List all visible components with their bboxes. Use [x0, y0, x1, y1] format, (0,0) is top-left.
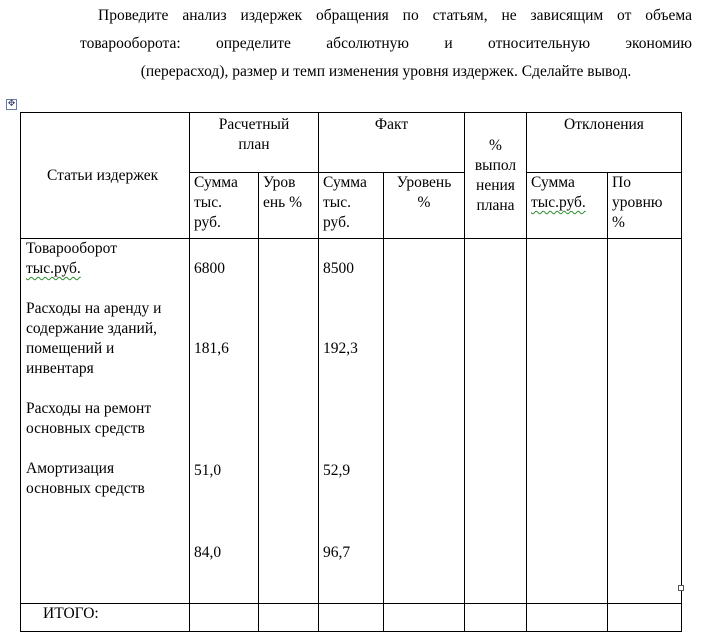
plan-sum-value: 51,0 — [194, 462, 222, 479]
fact-sum-value: 96,7 — [323, 544, 351, 561]
header-pct-line4: плана — [476, 196, 515, 214]
total-plan-percent — [465, 604, 527, 632]
header-fact-sum-line1: Сумма — [323, 174, 367, 191]
header-dev-level-line3: % — [612, 214, 625, 231]
row-name-line: основных средств — [26, 480, 145, 497]
header-pct-line2: выпол — [474, 156, 517, 174]
task-line-2: товарооборота: определите абсолютную и относительную экономию — [80, 35, 692, 52]
header-plan-sum-line3: руб. — [194, 214, 221, 231]
header-plan-sum — [190, 173, 259, 239]
total-label-cell — [21, 604, 190, 632]
table-resize-handle-icon[interactable] — [678, 585, 684, 591]
total-fact-sum — [319, 604, 384, 632]
dev-level-cell — [608, 239, 682, 604]
header-articles-text: Статьи издержек — [47, 166, 159, 184]
header-dev-sum-line1: Сумма — [531, 174, 575, 191]
plan-level-cell — [259, 239, 319, 604]
header-fact-text: Факт — [374, 116, 409, 133]
header-deviations — [527, 113, 682, 173]
header-fact-sum — [319, 173, 384, 239]
header-dev-sum — [527, 173, 608, 239]
header-fact-level-line1: Уровень — [396, 174, 452, 191]
row-name-line: помещений и — [26, 340, 115, 357]
header-plan-sum-line2: тыс. — [194, 194, 222, 211]
header-pct-line3: нения — [476, 176, 515, 194]
header-dev-level-line2: уровню — [612, 194, 663, 211]
total-dev-level — [608, 604, 682, 632]
total-fact-level — [384, 604, 465, 632]
total-plan-sum — [190, 604, 259, 632]
total-dev-sum — [527, 604, 608, 632]
plan-sum-value: 6800 — [194, 260, 225, 277]
row-name-line: Расходы на ремонт — [26, 400, 152, 417]
plan-percent-cell — [465, 239, 527, 604]
header-pct-line1: % — [489, 136, 502, 154]
fact-sum-value: 192,3 — [323, 340, 358, 357]
dev-sum-cell — [527, 239, 608, 604]
row-name-line: основных средств — [26, 420, 145, 437]
header-deviations-text: Отклонения — [564, 116, 644, 133]
header-fact-level-line2: % — [417, 194, 431, 211]
plan-sum-value: 84,0 — [194, 544, 222, 561]
table-row — [21, 239, 682, 604]
fact-sum-cell — [319, 239, 384, 604]
row-name-line: Товарооборот — [26, 240, 118, 257]
header-planned — [190, 113, 319, 173]
fact-sum-value: 52,9 — [323, 462, 351, 479]
header-plan-level — [259, 173, 319, 239]
table-move-handle-icon[interactable]: ✥ — [7, 99, 16, 109]
row-name-line: инвентаря — [26, 360, 94, 377]
header-dev-level — [608, 173, 682, 239]
header-fact-sum-line3: руб. — [323, 214, 350, 231]
header-dev-sum-line2: тыс.руб. — [531, 194, 586, 211]
fact-level-cell — [384, 239, 465, 604]
row-name-line: тыс.руб. — [26, 260, 81, 277]
header-fact-sum-line2: тыс. — [323, 194, 351, 211]
task-line-3: (перерасход), размер и темп изменения уровня издержек. Сделайте вывод. — [140, 63, 632, 80]
task-line-1: Проведите анализ издержек обращения по статьям, не зависящим от объема — [98, 7, 692, 24]
header-dev-level-line1: По — [612, 174, 631, 191]
header-plan-percent — [465, 113, 527, 239]
row-name-line: Амортизация — [26, 460, 115, 477]
header-row-1 — [21, 113, 682, 173]
fact-sum-value: 8500 — [323, 260, 354, 277]
header-fact — [319, 113, 465, 173]
articles-cell — [21, 239, 190, 604]
header-planned-line1: Расчетный — [218, 116, 290, 133]
task-text — [80, 2, 692, 86]
plan-sum-cell — [190, 239, 259, 604]
plan-sum-value: 181,6 — [194, 340, 229, 357]
header-plan-level-line2: ень % — [263, 194, 303, 211]
header-plan-sum-line1: Сумма — [194, 174, 238, 191]
header-articles — [21, 113, 190, 239]
row-name-line: содержание зданий, — [26, 320, 158, 337]
total-label: ИТОГО: — [43, 605, 99, 622]
header-fact-level — [384, 173, 465, 239]
total-row — [21, 604, 682, 632]
header-planned-line2: план — [238, 136, 270, 153]
row-name-line: Расходы на аренду и — [26, 300, 162, 317]
header-plan-level-line1: Уров — [263, 174, 296, 191]
total-plan-level — [259, 604, 319, 632]
cost-analysis-table — [20, 112, 682, 632]
